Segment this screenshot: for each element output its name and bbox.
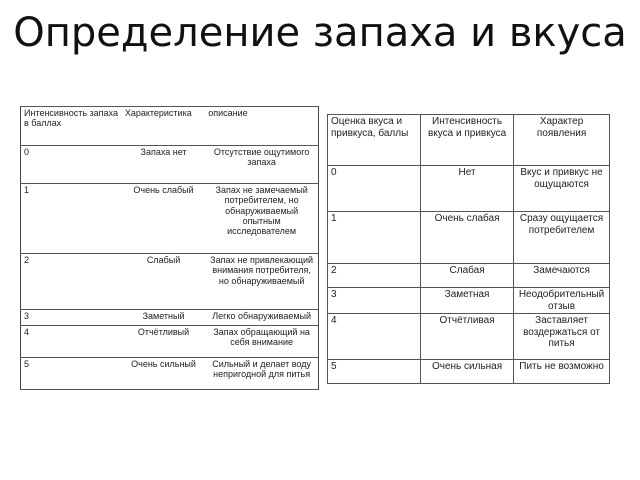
table-row <box>328 314 610 360</box>
description-cell: Запах обращающий на себя внимание <box>205 326 318 358</box>
characteristic-cell: Очень сильный <box>122 358 205 390</box>
score-cell: 1 <box>21 184 122 254</box>
score-cell: 4 <box>21 326 122 358</box>
table-row <box>21 146 319 184</box>
score-cell: 3 <box>328 288 421 314</box>
characteristic-cell: Отчётливый <box>122 326 205 358</box>
header-cell: Характер появления <box>514 115 610 166</box>
table-header-row <box>328 115 610 166</box>
characteristic-cell: Слабый <box>122 254 205 310</box>
score-cell: 0 <box>21 146 122 184</box>
intensity-cell: Очень слабая <box>421 212 514 264</box>
description-cell: Отсутствие ощутимого запаха <box>205 146 318 184</box>
table-row <box>21 310 319 326</box>
table-row <box>328 166 610 212</box>
header-cell: Оценка вкуса и привкуса, баллы <box>328 115 421 166</box>
table-row <box>328 264 610 288</box>
manifestation-cell: Вкус и привкус не ощущаются <box>514 166 610 212</box>
score-cell: 1 <box>328 212 421 264</box>
slide-title: Определение запаха и вкуса <box>13 10 627 56</box>
manifestation-cell: Замечаются <box>514 264 610 288</box>
description-cell: Запах не замечаемый потребителем, но обнаруживаемый опытным исследователем <box>205 184 318 254</box>
table-row <box>21 326 319 358</box>
table-row <box>21 358 319 390</box>
intensity-cell: Заметная <box>421 288 514 314</box>
table-row <box>328 360 610 384</box>
table-header-row <box>21 107 319 146</box>
score-cell: 4 <box>328 314 421 360</box>
manifestation-cell: Пить не возможно <box>514 360 610 384</box>
header-cell: Интенсивность запаха в баллах <box>21 107 122 146</box>
manifestation-cell: Заставляет воздержаться от питья <box>514 314 610 360</box>
score-cell: 5 <box>21 358 122 390</box>
taste-intensity-table <box>327 114 610 384</box>
header-cell: Характеристика <box>122 107 205 146</box>
characteristic-cell: Заметный <box>122 310 205 326</box>
score-cell: 0 <box>328 166 421 212</box>
score-cell: 3 <box>21 310 122 326</box>
intensity-cell: Нет <box>421 166 514 212</box>
description-cell: Легко обнаруживаемый <box>205 310 318 326</box>
score-cell: 2 <box>21 254 122 310</box>
header-cell: описание <box>205 107 318 146</box>
header-cell: Интенсивность вкуса и привкуса <box>421 115 514 166</box>
manifestation-cell: Неодобрительный отзыв <box>514 288 610 314</box>
characteristic-cell: Запаха нет <box>122 146 205 184</box>
table-row <box>328 212 610 264</box>
intensity-cell: Отчётливая <box>421 314 514 360</box>
characteristic-cell: Очень слабый <box>122 184 205 254</box>
table-row <box>21 254 319 310</box>
description-cell: Сильный и делает воду непригодной для питья <box>205 358 318 390</box>
score-cell: 5 <box>328 360 421 384</box>
intensity-cell: Очень сильная <box>421 360 514 384</box>
manifestation-cell: Сразу ощущается потребителем <box>514 212 610 264</box>
table-row <box>21 184 319 254</box>
score-cell: 2 <box>328 264 421 288</box>
description-cell: Запах не привлекающий внимания потребителя, но обнаруживаемый <box>205 254 318 310</box>
table-row <box>328 288 610 314</box>
intensity-cell: Слабая <box>421 264 514 288</box>
smell-intensity-table <box>20 106 319 390</box>
